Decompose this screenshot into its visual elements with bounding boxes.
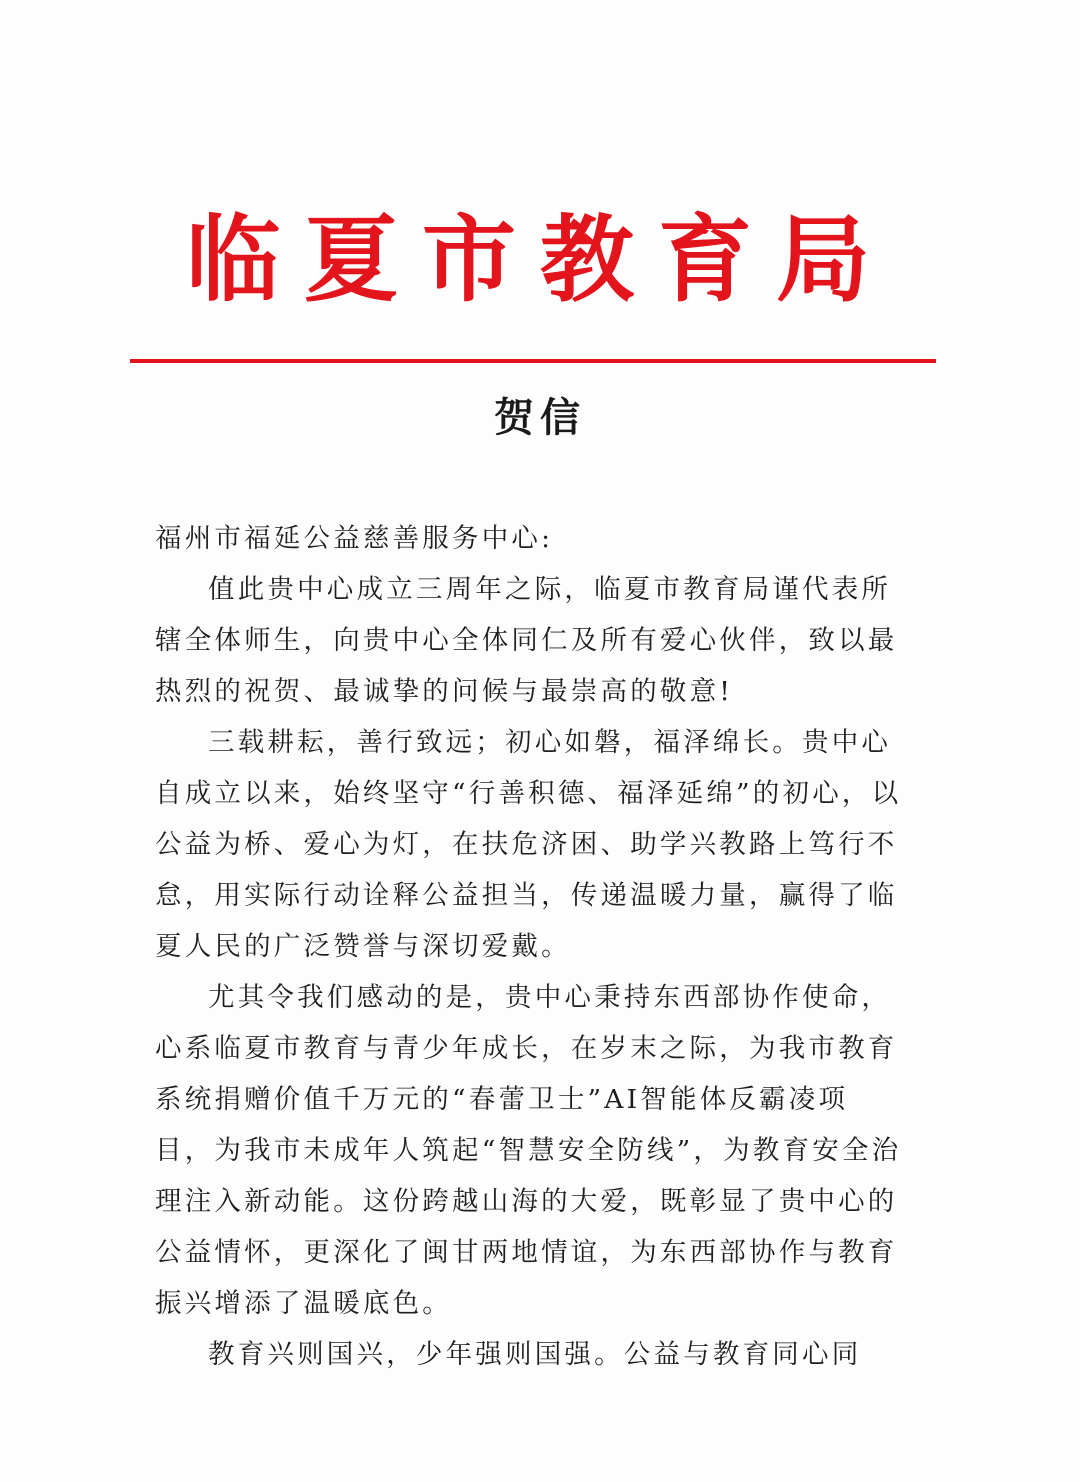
letter-body	[155, 513, 907, 1380]
paragraph-2: 三载耕耘，善行致远；初心如磐，福泽绵长。贵中心自成立以来，始终坚守“行善积德、福泽延绵”的初心，以公益为桥、爱心为灯，在扶危济困、助学兴教路上笃行不怠，用实际行动诠释公益担当，传递温暖力量，赢得了临夏人民的广泛赞誉与深切爱戴。	[155, 727, 902, 962]
letterhead-org-name: 临夏市教育局	[185, 205, 894, 315]
letterhead-red-rule	[130, 359, 936, 363]
salutation: 福州市福延公益慈善服务中心:	[155, 523, 554, 554]
paragraph-3: 尤其令我们感动的是，贵中心秉持东西部协作使命，心系临夏市教育与青少年成长，在岁末之际，为我市教育系统捐赠价值千万元的“春蕾卫士”AI智能体反霸凌项目，为我市未成年人筑起“智慧安全防线”，为教育安全治理注入新动能。这份跨越山海的大爱，既彰显了贵中心的公益情怀，更深化了闽甘两地情谊，为东西部协作与教育振兴增添了温暖底色。	[155, 982, 902, 1319]
paragraph-4: 教育兴则国兴，少年强则国强。公益与教育同心同	[208, 1339, 862, 1370]
document-title: 贺信	[494, 395, 586, 441]
paragraph-1: 值此贵中心成立三周年之际，临夏市教育局谨代表所辖全体师生，向贵中心全体同仁及所有爱心伙伴，致以最热烈的祝贺、最诚挚的问候与最崇高的敬意!	[155, 574, 898, 707]
